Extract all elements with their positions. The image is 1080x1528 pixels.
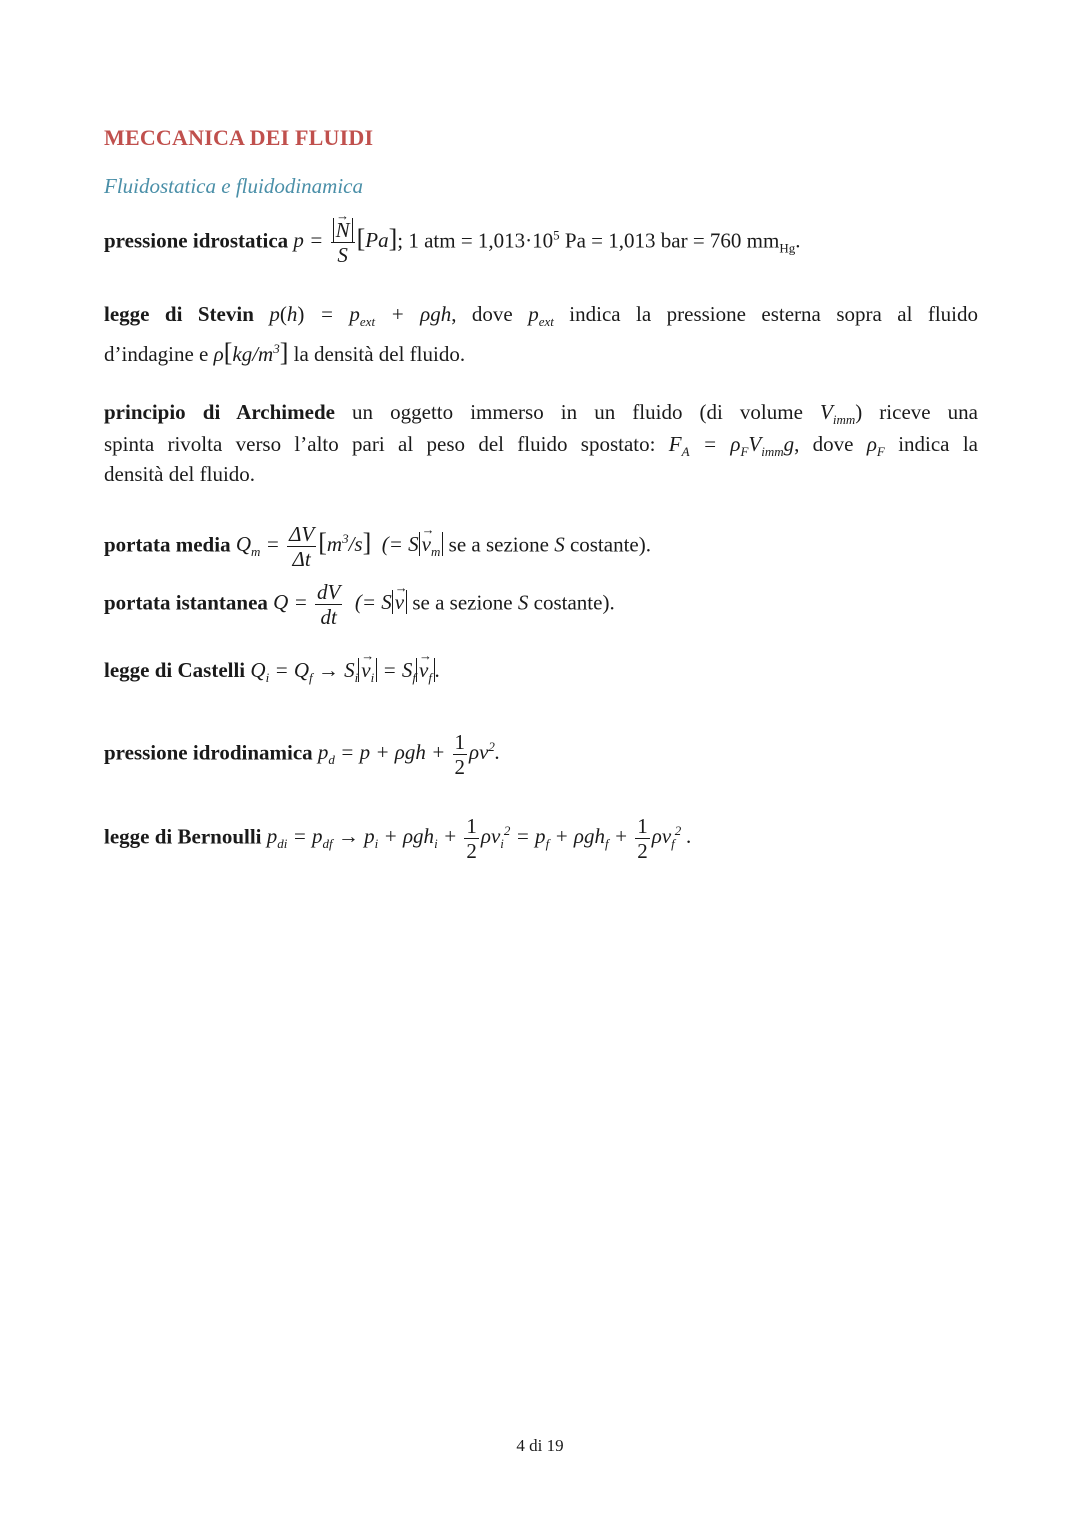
text: ) riceve una	[855, 400, 979, 424]
text: S	[517, 590, 529, 615]
subsection-heading: Fluidostatica e fluidodinamica	[104, 174, 363, 198]
term: principio di Archimede	[104, 400, 335, 424]
item-legge-bernoulli: legge di Bernoulli $p_{di} = p_{df} \to p_i + \rho gh_i$ + $\frac{1}{2}$ $\rho v_i^2 = p_f + \rho gh_f$ + $\frac{1}{2}$ $\rho v_f^2$ .	[104, 814, 692, 863]
item-legge-stevin: legge di Stevin $p(h) = p_{ext} + \rho gh$, dove $p_{ext}$ indica la pressione esterna sopra al fluido	[104, 302, 979, 330]
formula: p = → $\frac{N}{S}$ [Pa]	[293, 228, 397, 252]
formula: $p(h) = p_{ext} + \rho gh$	[269, 302, 452, 330]
text: se a sezione	[448, 532, 555, 557]
text: , dove	[451, 302, 529, 326]
term: pressione idrodinamica	[104, 740, 313, 765]
term: pressione idrostatica	[104, 228, 289, 253]
item-portata-istantanea: portata istantanea Q = $\frac{dV}{dt}$ (= S→ v se a sezione S costante).	[104, 580, 978, 629]
item-legge-castelli: legge di Castelli $Q_i = Q_f \to S_i\to v_i = S_f\to v_f$ .	[104, 654, 978, 686]
text: Hg	[779, 240, 796, 256]
text: .	[795, 228, 801, 253]
text: indica la pressione esterna sopra al fluido	[553, 302, 979, 326]
text: un oggetto immerso in un fluido (di volume	[334, 400, 821, 424]
item-archimede-cont: spinta rivolta verso l’alto pari al peso del fluido spostato: $F_A = \rho_FV_{imm}g$, dove $\rho_F$ indica la	[104, 432, 978, 460]
text: densità del fluido.	[104, 462, 256, 486]
item-legge-stevin-cont: d’indagine e $\rho[kg/m^3]$ la densità del fluido.	[104, 338, 466, 367]
text: , dove	[794, 432, 867, 456]
term: portata media	[104, 532, 231, 557]
text: se a sezione	[412, 590, 518, 615]
term: portata istantanea	[104, 590, 268, 615]
section-heading: MECCANICA DEI FLUIDI	[104, 125, 374, 150]
term: legge di Stevin	[104, 302, 254, 326]
text: costante).	[528, 590, 615, 615]
term: legge di Castelli	[104, 658, 246, 682]
term: legge di Bernoulli	[104, 824, 262, 849]
item-archimede-cont2	[104, 458, 978, 490]
item-archimede: principio di Archimede un oggetto immerso in un fluido (di volume $V_{imm}$) riceve una	[104, 400, 979, 428]
text: la densità del fluido.	[288, 342, 466, 366]
text: ; 1 atm = 1,013·10	[397, 228, 554, 253]
text: spinta rivolta verso l’alto pari al peso del fluido spostato:	[104, 432, 669, 456]
item-pressione-idrostatica: pressione idrostatica p = → $\frac{N}{S}$ [Pa]; 1 atm = $1,013\cdot 10^5$ Pa = 1,013 bar = 760 $mm_{Hg}$.	[104, 218, 978, 267]
item-pressione-idrodinamica: pressione idrodinamica $p_d = p + \rho gh$ + $\frac{1}{2}$ $\rho v^2$.	[104, 730, 501, 779]
text: costante).	[564, 532, 651, 557]
text: indica la	[884, 432, 978, 456]
text: S	[554, 532, 565, 557]
text: Pa = 1,013 bar = 760 mm	[559, 228, 780, 253]
text: d’indagine e	[104, 342, 214, 366]
page-number: 4 di 19	[516, 1436, 564, 1455]
item-portata-media: portata media $Q_m$ = $\frac{\Delta V}{\Delta t}$ $[m^3/s]$ (= $S\to v_m$ se a sezione S costante).	[104, 522, 978, 571]
